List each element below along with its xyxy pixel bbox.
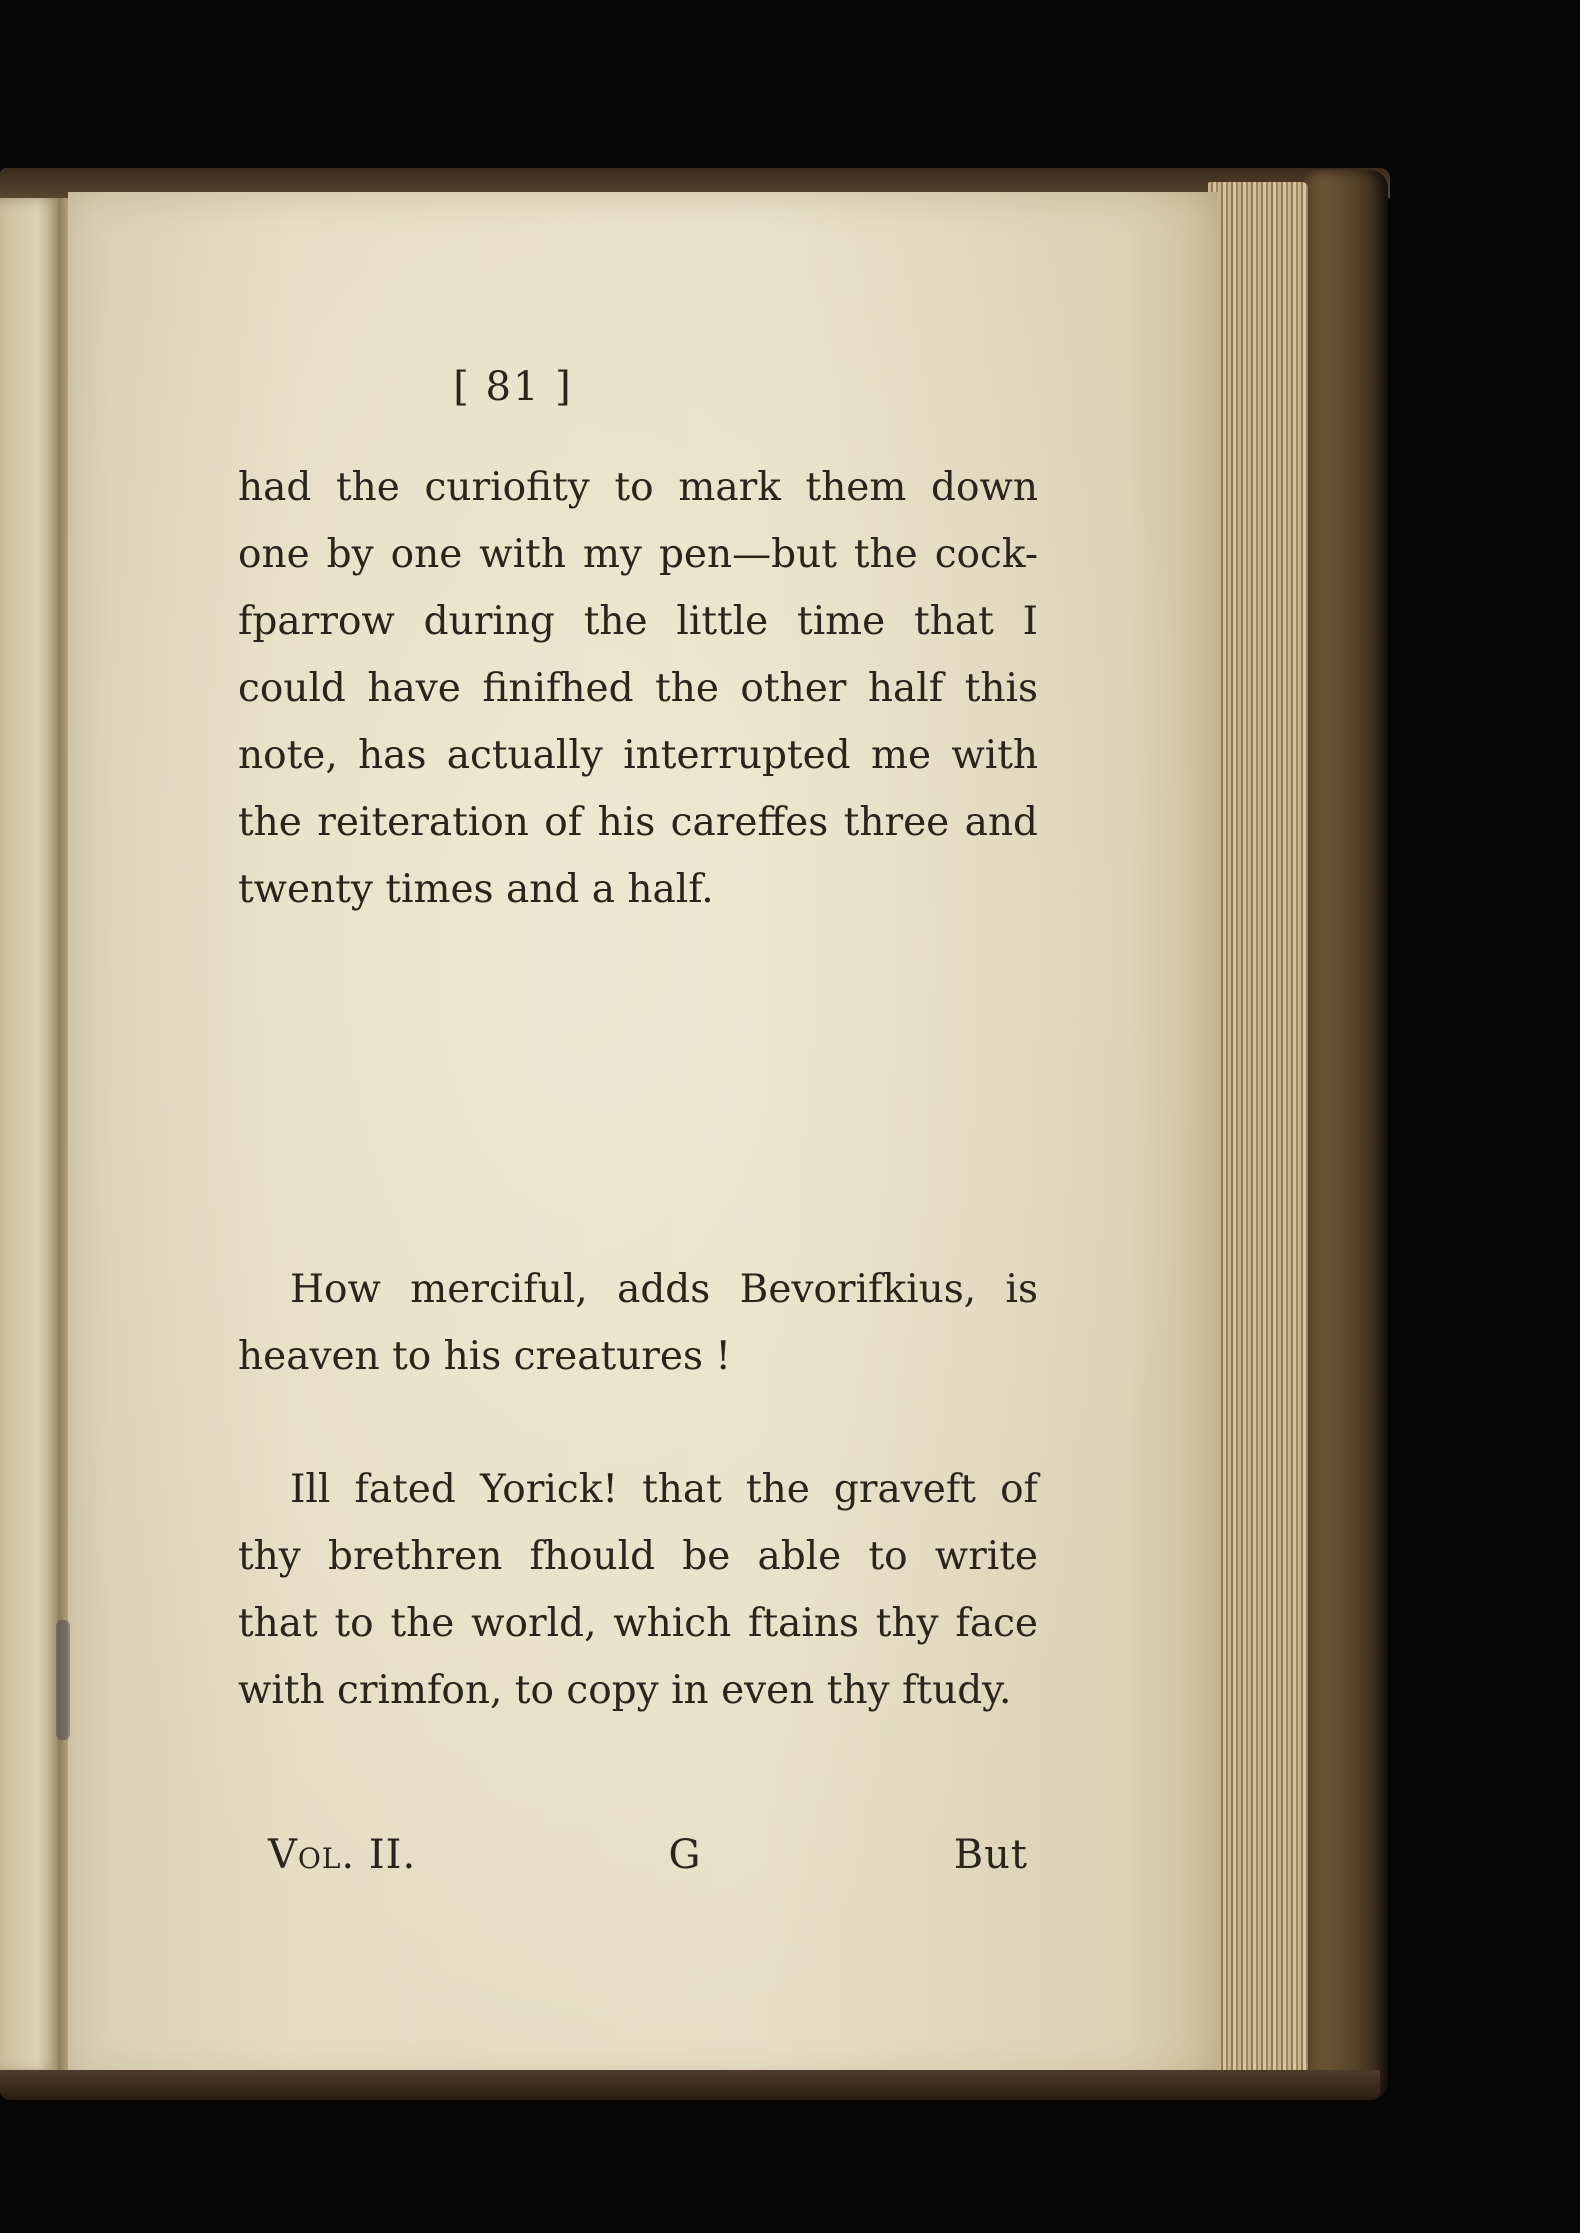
paragraph-text: How merciful, adds Bevorifkius, is heaven to his creatures ! [238,1267,1038,1379]
page-smudge [56,1620,70,1740]
page-footer [268,1832,1028,1878]
catchword: But [953,1832,1028,1878]
book-spine [1300,170,1388,2100]
paragraph-2 [238,1256,1038,1390]
previous-page-edge [0,198,62,2073]
volume-label: Vol. II. [268,1832,417,1878]
page-fore-edges [1208,182,1308,2082]
paragraph-1 [238,454,1038,923]
paragraph-3 [238,1456,1038,1724]
book-page [68,192,1218,2082]
page-number: [ 81 ] [453,364,573,410]
signature-mark: G [668,1832,702,1878]
book-cover-bottom-edge [0,2070,1380,2100]
paragraph-text: Ill fated Yorick! that the graveft of thy brethren fhould be able to write that to the world, which ftains thy face with crimfon, to copy in even thy ftudy. [238,1467,1038,1713]
paragraph-text: had the curiofity to mark them down one by one with my pen—but the cock-fparrow during the little time that I could have finifhed the other half this note, has actually interrupted me with the reiteration of his careffes three and twenty times and a half. [238,465,1038,912]
